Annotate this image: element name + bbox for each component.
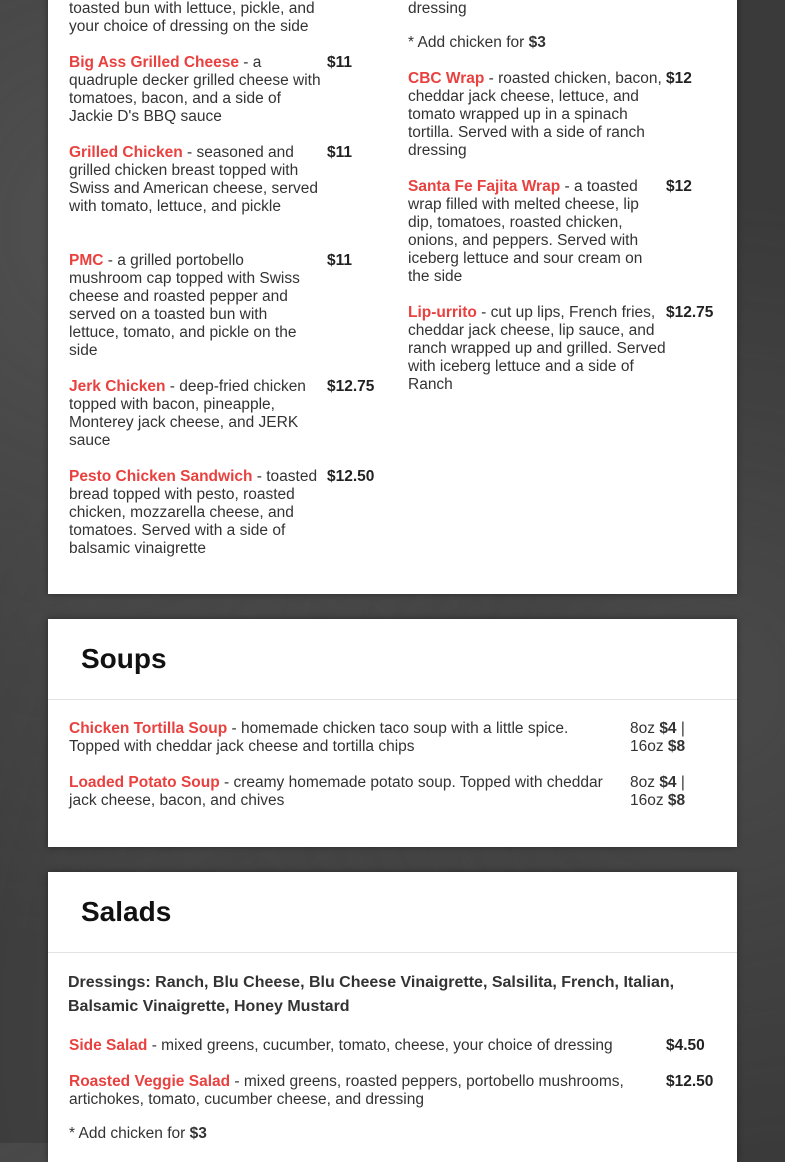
note-price: $3 [189,1125,207,1142]
item-name: Loaded Potato Soup [69,774,220,791]
item-description: - mixed greens, roasted peppers, portobello mushrooms, artichokes, tomato, cucumber cheese, and dressing [69,1073,624,1108]
size-large: 16oz [630,738,668,755]
size-small: 8oz [630,774,660,791]
soup-price [630,720,710,756]
price-small: $4 [659,720,677,737]
item-name: Chicken Tortilla Soup [69,720,228,737]
size-large: 16oz [630,792,668,809]
item-name: Big Ass Grilled Cheese [69,54,239,71]
soup-price [630,774,710,810]
price-large: $8 [667,792,686,809]
note-price: $3 [528,34,546,51]
item-name: Side Salad [69,1037,148,1054]
item-description: - a quadruple decker grilled cheese with tomatoes, bacon, and a side of Jackie D's BBQ sauce [69,54,321,125]
item-description: - creamy homemade potato soup. Topped with cheddar jack cheese, bacon, and chives [69,774,603,809]
salads-header [48,872,737,953]
item-price: $12.75 [666,304,714,321]
add-chicken-note [408,34,546,52]
price-separator: | [676,774,685,791]
item-description: - homemade chicken taco soup with a little spice. Topped with cheddar jack cheese and tortilla chips [69,720,569,755]
menu-item-chicken-tortilla-soup [69,720,617,756]
item-price: $12.75 [327,378,375,395]
menu-item-cbc-wrap [408,70,666,160]
item-name: Santa Fe Fajita Wrap [408,178,561,195]
section-title: Salads [81,896,172,927]
item-price: $12.50 [666,1073,714,1090]
sandwiches-panel [48,0,737,594]
item-price: $12 [666,178,692,195]
salads-panel [48,872,737,1162]
item-description: - seasoned and grilled chicken breast topped with Swiss and American cheese, served with tomato, lettuce, and pickle [69,144,318,215]
section-title: Soups [81,643,167,674]
item-description: - a toasted wrap filled with melted cheese, lip dip, tomatoes, roasted chicken, onions, and peppers. Served with iceberg lettuce and sour cream on the side [408,178,643,285]
item-description: - deep-fried chicken topped with bacon, pineapple, Monterey jack cheese, and JERK sauce [69,378,306,449]
price-separator: | [676,720,685,737]
item-name: Lip-urrito [408,304,477,321]
dressings-list: Dressings: Ranch, Blu Cheese, Blu Cheese Vinaigrette, Salsilita, French, Italian, Balsamic Vinaigrette, Honey Mustard [68,974,675,1015]
item-price: $12.50 [327,468,375,485]
item-price: $11 [327,54,353,71]
item-price: $11 [327,252,353,269]
menu-item-santa-fe-fajita-wrap [408,178,658,286]
note-text: * Add chicken for [69,1125,190,1142]
note-text: * Add chicken for [408,34,529,51]
item-price: $4.50 [666,1037,705,1054]
item-name: CBC Wrap [408,70,485,87]
menu-item-grilled-chicken [69,144,319,216]
menu-item-pmc [69,252,319,360]
menu-item-side-salad [69,1037,649,1055]
item-description: - cut up lips, French fries, cheddar jack cheese, lip sauce, and ranch wrapped up and grilled. Served with iceberg lettuce and a side of Ranch [408,304,666,393]
item-name: Jerk Chicken [69,378,166,395]
item-description: toasted bun with lettuce, pickle, and your choice of dressing on the side [69,0,315,35]
soups-header [48,619,737,700]
menu-item-pesto-chicken-sandwich [69,468,325,558]
soups-panel [48,619,737,847]
item-name: Pesto Chicken Sandwich [69,468,253,485]
menu-item-roasted-veggie-salad [69,1073,654,1109]
item-description: - roasted chicken, bacon, cheddar jack cheese, lettuce, and tomato wrapped up in a spinach tortilla. Served with a side of ranch dressing [408,70,662,159]
add-chicken-note [69,1125,207,1143]
item-name: Roasted Veggie Salad [69,1073,231,1090]
item-description: - a grilled portobello mushroom cap topped with Swiss cheese and roasted pepper and served on a toasted bun with lettuce, tomato, and pickle on the side [69,252,300,359]
menu-item-jerk-chicken [69,378,321,450]
menu-item-big-ass-grilled-cheese [69,54,325,126]
price-small: $4 [659,774,677,791]
menu-item-loaded-potato-soup [69,774,625,810]
item-description: - mixed greens, cucumber, tomato, cheese, your choice of dressing [147,1037,613,1054]
price-large: $8 [667,738,686,755]
item-description: dressing [408,0,467,17]
size-small: 8oz [630,720,660,737]
menu-item [69,0,327,36]
menu-item-lip-urrito [408,304,666,394]
item-description: - toasted bread topped with pesto, roasted chicken, mozzarella cheese, and tomatoes. Served with a side of balsamic vinaigrette [69,468,318,557]
item-price: $12 [666,70,692,87]
item-price: $11 [327,144,353,161]
menu-item-continued [408,0,658,18]
item-name: Grilled Chicken [69,144,183,161]
item-name: PMC [69,252,104,269]
